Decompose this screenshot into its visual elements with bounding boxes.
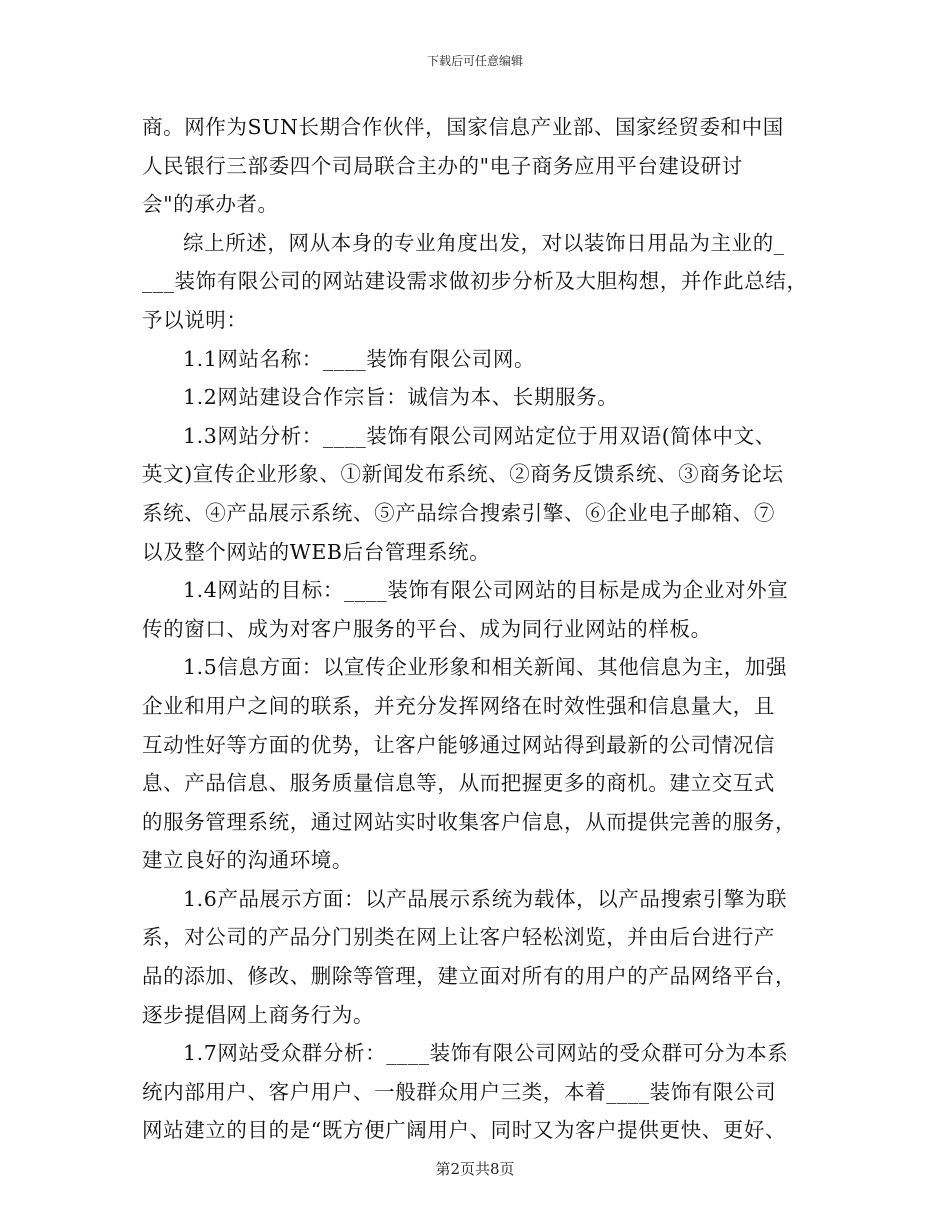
text-line: 系，对公司的产品分门别类在网上让客户轻松浏览，并由后台进行产 bbox=[142, 925, 775, 950]
text-line: 传的窗口、成为对客户服务的平台、成为同行业网站的样板。 bbox=[142, 616, 712, 641]
paragraph-first-line: 1.3网站分析：____装饰有限公司网站定位于用双语(简体中文、 bbox=[183, 423, 776, 448]
paragraph-first-line: 1.5信息方面：以宣传企业形象和相关新闻、其他信息为主，加强 bbox=[183, 655, 788, 680]
text-line: 英文)宣传企业形象、①新闻发布系统、②商务反馈系统、③商务论坛 bbox=[142, 462, 784, 487]
text-line: 统内部用户、客户用户、一般群众用户三类，本着____装饰有限公司 bbox=[142, 1079, 777, 1104]
text-line: 企业和用户之间的联系，并充分发挥网络在时效性强和信息量大，且 bbox=[142, 693, 775, 718]
text-line: 网站建立的目的是“既方便广阔用户、同时又为客户提供更快、更好、 bbox=[142, 1118, 787, 1143]
text-line: 系统、④产品展示系统、⑤产品综合搜索引擎、⑥企业电子邮箱、⑦ bbox=[142, 500, 775, 525]
paragraph-first-line: 1.1网站名称：____装饰有限公司网。 bbox=[183, 346, 536, 371]
document-body bbox=[142, 108, 812, 1150]
text-line: 的服务管理系统，通过网站实时收集客户信息，从而提供完善的服务， bbox=[142, 809, 797, 834]
text-line: ___装饰有限公司的网站建设需求做初步分析及大胆构想，并作此总结， bbox=[142, 269, 808, 294]
text-line: 予以说明： bbox=[142, 307, 248, 332]
text-line: 会"的承办者。 bbox=[142, 192, 279, 217]
text-line: 逐步提倡网上商务行为。 bbox=[142, 1002, 375, 1027]
text-line: 人民银行三部委四个司局联合主办的"电子商务应用平台建设研讨 bbox=[142, 153, 743, 178]
text-line: 品的添加、修改、删除等管理，建立面对所有的用户的产品网络平台， bbox=[142, 964, 797, 989]
page-footer: 第2页共8页 bbox=[435, 1160, 515, 1178]
paragraph-first-line: 1.7网站受众群分析：____装饰有限公司网站的受众群可分为本系 bbox=[183, 1041, 789, 1066]
text-line: 商。网作为SUN长期合作伙伴，国家信息产业部、国家经贸委和中国 bbox=[142, 115, 784, 139]
text-line: 互动性好等方面的优势，让客户能够通过网站得到最新的公司情况信 bbox=[142, 732, 775, 757]
paragraph-first-line: 综上所述，网从本身的专业角度出发，对以装饰日用品为主业的_ bbox=[183, 230, 785, 255]
text-line: 息、产品信息、服务质量信息等，从而把握更多的商机。建立交互式 bbox=[142, 771, 775, 796]
paragraph-first-line: 1.4网站的目标：____装饰有限公司网站的目标是成为企业对外宣 bbox=[183, 578, 789, 603]
text-line: 以及整个网站的WEB后台管理系统。 bbox=[142, 539, 491, 564]
paragraph-first-line: 1.6产品展示方面：以产品展示系统为载体，以产品搜索引擎为联 bbox=[183, 886, 788, 911]
text-line: 建立良好的沟通环境。 bbox=[142, 848, 353, 873]
page-header: 下载后可任意编辑 bbox=[426, 54, 523, 68]
paragraph-first-line: 1.2网站建设合作宗旨：诚信为本、长期服务。 bbox=[183, 385, 619, 410]
